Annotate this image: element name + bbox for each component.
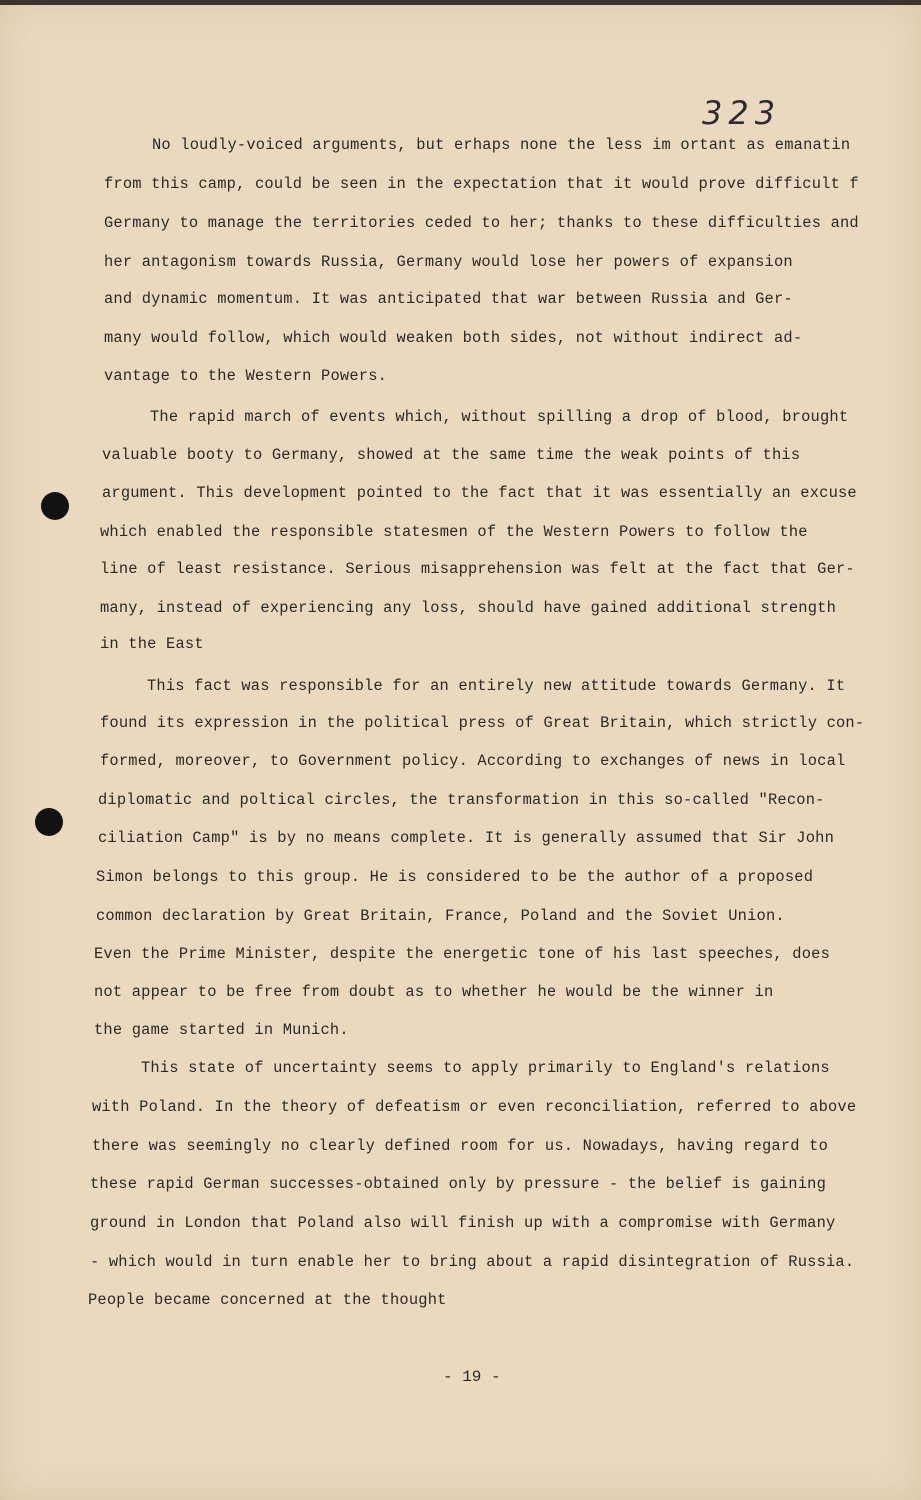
page-footer-number: - 19 - — [443, 1368, 501, 1386]
text-line: Germany to manage the territories ceded to her; thanks to these difficulties and — [104, 214, 859, 232]
text-line: ground in London that Poland also will finish up with a compromise with Germany — [90, 1214, 836, 1232]
text-line: Even the Prime Minister, despite the energetic tone of his last speeches, does — [94, 945, 830, 963]
text-line: vantage to the Western Powers. — [104, 367, 388, 385]
text-line: not appear to be free from doubt as to whether he would be the winner in — [94, 983, 774, 1001]
text-line: her antagonism towards Russia, Germany would lose her powers of expansion — [104, 253, 793, 271]
text-line: line of least resistance. Serious misapprehension was felt at the fact that Ger- — [100, 560, 855, 578]
text-line: People became concerned at the thought — [88, 1291, 447, 1309]
text-line: Simon belongs to this group. He is considered to be the author of a proposed — [96, 868, 814, 886]
text-line: and dynamic momentum. It was anticipated that war between Russia and Ger- — [104, 290, 793, 308]
text-line: many, instead of experiencing any loss, should have gained additional strength — [100, 599, 836, 617]
text-line: This fact was responsible for an entirely new attitude towards Germany. It — [147, 677, 846, 695]
text-line: there was seemingly no clearly defined room for us. Nowadays, having regard to — [92, 1137, 828, 1155]
text-line: from this camp, could be seen in the expectation that it would prove difficult f — [104, 175, 859, 193]
text-line: these rapid German successes-obtained only by pressure - the belief is gaining — [90, 1175, 826, 1193]
text-line: No loudly-voiced arguments, but erhaps none the less im ortant as emanatin — [152, 136, 851, 154]
text-line: in the East — [100, 635, 204, 653]
punch-hole — [41, 492, 69, 520]
text-line: The rapid march of events which, without spilling a drop of blood, brought — [150, 408, 849, 426]
text-line: argument. This development pointed to the fact that it was essentially an excuse — [102, 484, 857, 502]
text-line: many would follow, which would weaken both sides, not without indirect ad- — [104, 329, 803, 347]
text-line: common declaration by Great Britain, France, Poland and the Soviet Union. — [96, 907, 785, 925]
page-top-edge — [0, 0, 921, 5]
text-line: which enabled the responsible statesmen of the Western Powers to follow the — [100, 523, 808, 541]
handwritten-page-number: 323 — [702, 94, 782, 132]
text-line: formed, moreover, to Government policy. According to exchanges of news in local — [100, 752, 846, 770]
text-line: ciliation Camp" is by no means complete. It is generally assumed that Sir John — [98, 829, 834, 847]
text-line: - which would in turn enable her to bring about a rapid disintegration of Russia. — [90, 1253, 855, 1271]
text-line: diplomatic and poltical circles, the transformation in this so-called "Recon- — [98, 791, 825, 809]
punch-hole — [35, 808, 63, 836]
text-line: found its expression in the political press of Great Britain, which strictly con- — [100, 714, 865, 732]
text-line: with Poland. In the theory of defeatism or even reconciliation, referred to above — [92, 1098, 857, 1116]
text-line: This state of uncertainty seems to apply primarily to England's relations — [141, 1059, 830, 1077]
text-line: valuable booty to Germany, showed at the same time the weak points of this — [102, 446, 801, 464]
text-line: the game started in Munich. — [94, 1021, 349, 1039]
